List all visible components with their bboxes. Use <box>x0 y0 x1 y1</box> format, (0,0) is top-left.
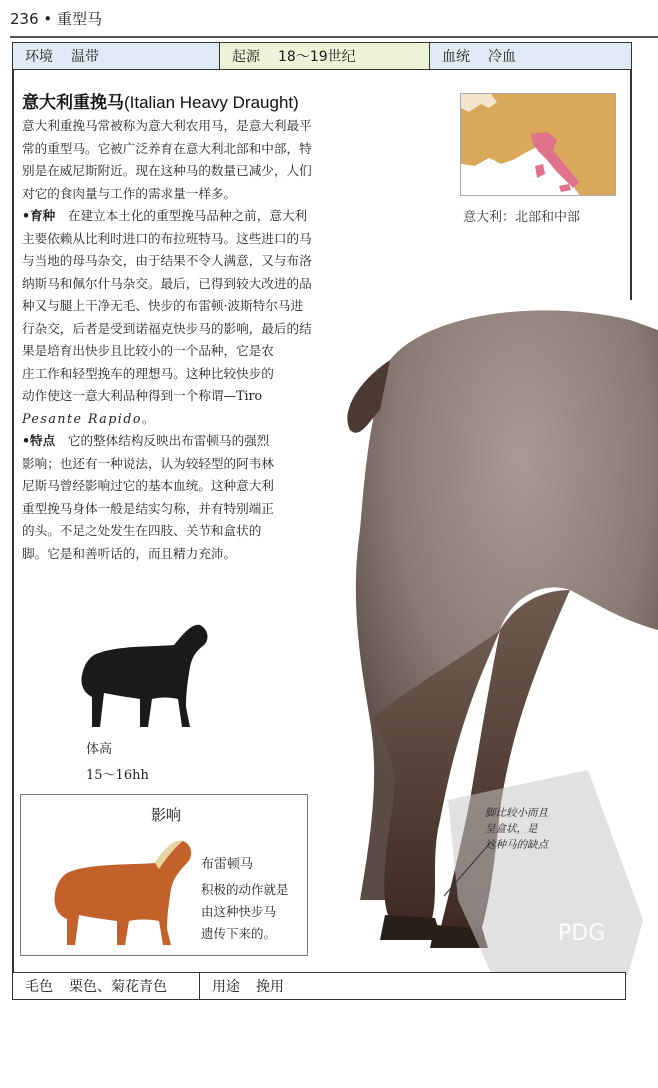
annotation-line: 呈盒状，是 <box>485 823 538 835</box>
breeding-line: 果是培育出快步且比较小的一个品种，它是农 <box>22 343 274 358</box>
breeding-bullet: •育种 <box>22 208 56 223</box>
bloodline-cell <box>429 43 631 69</box>
features-line: 脚。它是和善听话的，而且精力充沛。 <box>22 545 237 561</box>
use-label: 用途 <box>212 979 240 995</box>
breeding-line: 与当地的母马杂交，由于结果不令人满意，又与布洛 <box>22 253 312 268</box>
features-line: 尼斯马曾经影响过它的基本血统。这种意大利 <box>22 478 274 493</box>
features-bullet: •特点 <box>22 433 56 448</box>
use-cell <box>199 973 625 999</box>
environment-cell <box>13 43 219 69</box>
annotation-line: 脚比较小而且 <box>485 807 548 819</box>
breeding-line-end: 。 <box>141 410 155 426</box>
origin-value: 18～19世纪 <box>278 49 356 65</box>
height-label: 体高 <box>86 742 113 757</box>
intro-line: 对它的食肉量与工作的需求量一样多。 <box>22 185 237 201</box>
distribution-map <box>460 93 616 196</box>
colour-value: 栗色、菊花青色 <box>69 979 167 995</box>
frame-left-rule <box>12 70 14 972</box>
frame-right-rule <box>630 70 632 300</box>
influence-desc-line: 由这种快步马 <box>201 904 277 919</box>
influence-title: 影响 <box>151 806 182 824</box>
colour-label: 毛色 <box>25 979 53 995</box>
influence-breed-name: 布雷顿马 <box>201 857 254 872</box>
colour-cell <box>13 973 199 999</box>
intro-line: 别是在威尼斯附近。现在这种马的数量已减少，人们 <box>22 163 312 178</box>
origin-cell <box>219 43 429 69</box>
environment-label: 环境 <box>25 49 53 65</box>
breeding-line-text: 在建立本土化的重型挽马品种之前，意大利 <box>67 208 308 223</box>
breeding-line: 纳斯马和佩尔什马杂交。最后，已得到较大改进的品 <box>22 275 312 291</box>
features-line: 的头。不足之处发生在四肢、关节和盒状的 <box>22 523 262 538</box>
annotation-line: 这种马的缺点 <box>485 839 548 851</box>
map-island <box>559 184 571 192</box>
info-band-bottom <box>12 972 626 1000</box>
breed-title-en: (Italian Heavy Draught) <box>124 93 299 112</box>
intro-paragraph <box>22 115 312 205</box>
section-title: 重型马 <box>57 10 103 28</box>
bloodline-value: 冷血 <box>488 49 516 65</box>
breed-title <box>22 88 299 113</box>
origin-label: 起源 <box>232 49 260 65</box>
height-silhouette-icon <box>74 615 214 735</box>
influence-desc-line: 积极的动作就是 <box>201 882 289 897</box>
breeding-line: 种又与腿上干净无毛、快步的布雷顿·波斯特尔马进 <box>22 298 304 313</box>
breeding-line: 动作使这一意大利品种得到一个称谓—Tiro <box>22 388 263 403</box>
map-caption: 意大利：北部和中部 <box>463 210 581 225</box>
features-line-text: 它的整体结构反映出布雷顿马的强烈 <box>67 433 270 448</box>
influence-panel <box>20 794 308 956</box>
page-header <box>10 8 102 29</box>
breeding-line: 行杂交，后者是受到诺福克快步马的影响，最后的结 <box>22 320 312 336</box>
breeding-paragraph <box>22 205 312 430</box>
breeding-line <box>22 205 312 228</box>
watermark-text: PDG <box>558 921 606 946</box>
use-value: 挽用 <box>256 979 284 995</box>
bloodline-label: 血统 <box>442 49 470 65</box>
breeding-line: 庄工作和轻型挽车的理想马。这种比较快步的 <box>22 365 274 381</box>
article-body <box>22 115 312 565</box>
annotation-leader-line <box>436 840 496 900</box>
features-line: 影响；也还有一种说法，认为较轻型的阿韦林 <box>22 455 274 471</box>
header-dot: • <box>43 10 58 28</box>
features-paragraph <box>22 430 312 565</box>
intro-line: 常的重型马。它被广泛养育在意大利北部和中部，特 <box>22 140 312 156</box>
breed-italic-name: Pesante Rapido <box>22 410 142 426</box>
breeding-line-last <box>22 408 312 431</box>
influence-desc-line: 遗传下来的。 <box>201 926 277 941</box>
europe-map-graphic <box>461 94 616 196</box>
page-number: 236 <box>10 10 39 28</box>
header-rule <box>10 36 658 38</box>
features-line: 重型挽马身体一般是结实匀称，并有特别端正 <box>22 500 274 516</box>
influence-description <box>201 879 289 945</box>
features-line <box>22 430 312 453</box>
intro-line: 意大利重挽马常被称为意大利农用马，是意大利最平 <box>22 118 312 133</box>
info-band-top <box>12 42 632 70</box>
breed-title-zh: 意大利重挽马 <box>22 93 124 113</box>
height-value: 15～16hh <box>86 768 149 783</box>
map-island <box>535 164 545 178</box>
breeding-line: 主要依赖从比利时进口的布拉班特马。这些进口的马 <box>22 230 312 246</box>
breton-horse-illustration <box>47 829 197 949</box>
environment-value: 温带 <box>71 49 99 65</box>
